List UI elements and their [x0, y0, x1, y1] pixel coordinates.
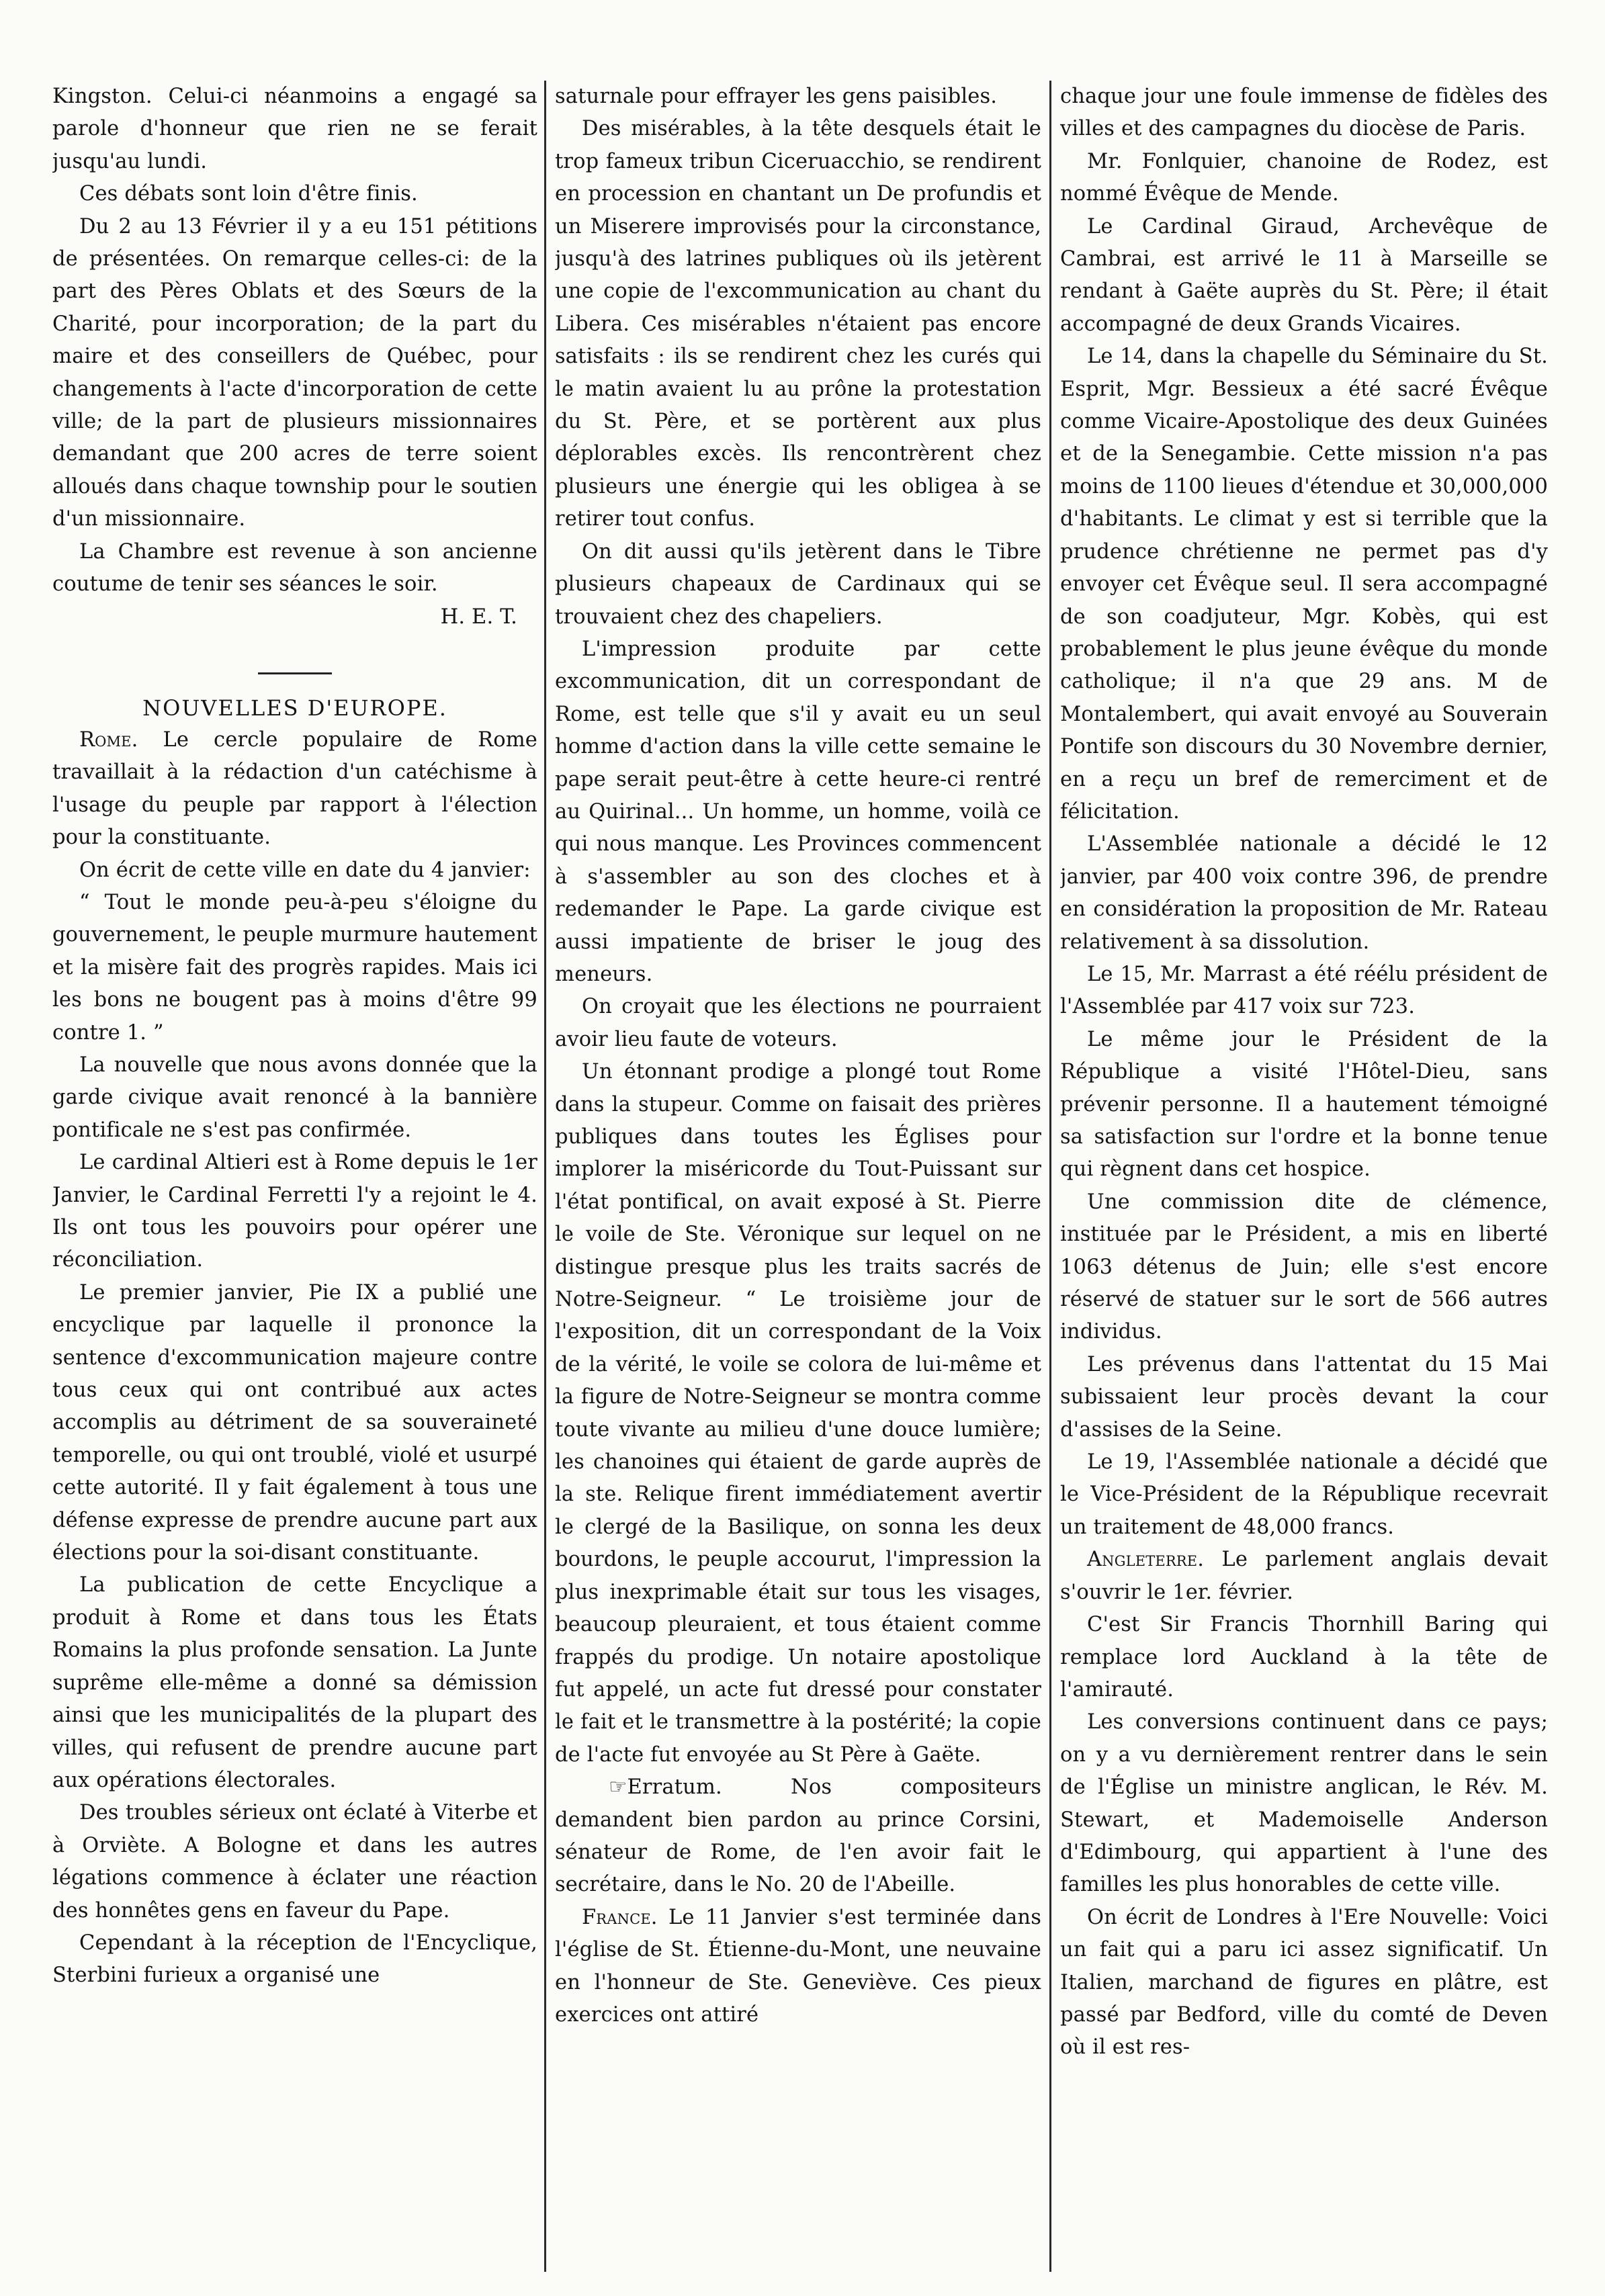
article-paragraph	[52, 1927, 537, 1992]
paragraph-text: Le premier janvier, Pie IX a publié une encyclique par laquelle il prononce la sentence d'excommunication majeure contre tous ceux qui ont contribué aux actes accomplis au détriment de sa souveraineté temporelle, ou qui ont troublé, violé et usurpé cette autorité. Il y fait également à tous une défense expresse de prendre aucune part aux élections pour la soi-disant constituante.	[52, 1280, 537, 1565]
paragraph-text: L'Assemblée nationale a décidé le 12 janvier, par 400 voix contre 396, de prendre en considération la proposition de Mr. Rateau relativement à sa dissolution.	[1060, 832, 1548, 954]
paragraph-text: Ces débats sont loin d'être finis.	[79, 182, 418, 206]
article-paragraph	[1060, 1446, 1548, 1544]
paragraph-text: On croyait que les élections ne pourraient avoir lieu faute de voteurs.	[555, 995, 1041, 1051]
article-paragraph	[1060, 341, 1548, 828]
paragraph-text: Un étonnant prodige a plongé tout Rome dans la stupeur. Comme on faisait des prières publiques dans toutes les Églises pour implorer la miséricorde du Tout-Puissant sur l'état pontifical, on avait exposé à St. Pierre le voile de Ste. Véronique sur lequel on ne distingue presque plus les traits sacrés de Notre-Seigneur. “ Le troisième jour de l'exposition, dit un correspondant de la Voix de la vérité, le voile se colora de lui-même et la figure de Notre-Seigneur se montra comme toute vivante au milieu d'une douce lumière; les chanoines qui étaient de garde auprès de la ste. Relique firent immédiatement avertir le clergé de la Basilique, on sonna les deux bourdons, le peuple accourut, l'impression la plus inexprimable était sur tous les visages, beaucoup pleuraient, et tous étaient comme frappés du prodige. Un notaire apostolique fut appelé, un acte fut dressé pour constater le fait et le transmettre à la postérité; la copie de l'acte fut envoyée au St Père à Gaëte.	[555, 1060, 1041, 1767]
dateline: Angleterre.	[1087, 1548, 1205, 1572]
paragraph-text: Erratum. Nos compositeurs demandent bien pardon au prince Corsini, sénateur de Rome, de l'en avoir fait le secrétaire, dans le No. 20 de l'Abeille.	[555, 1775, 1041, 1897]
paragraph-text: Cependant à la réception de l'Encyclique, Sterbini furieux a organisé une	[52, 1931, 537, 1988]
article-paragraph	[52, 1049, 537, 1147]
article-paragraph	[555, 991, 1041, 1056]
article-paragraph	[555, 81, 1041, 113]
paragraph-text: Des misérables, à la tête desquels était le trop fameux tribun Ciceruacchio, se rendirent en procession en chantant un De profundis et un Miserere improvisés pour la circonstance, jusqu'à des latrines publiques où ils jetèrent une copie de l'excommunication au chant du Libera. Ces misérables n'étaient pas encore satisfaits : ils se rendirent chez les curés qui le matin avaient lu au prône la protestation du St. Père, et se portèrent aux plus déplorables excès. Ils rencontrèrent chez plusieurs une énergie qui les obligea à se retirer tout confus.	[555, 117, 1041, 531]
paragraph-text: Kingston. Celui-ci néanmoins a engagé sa parole d'honneur que rien ne se ferait jusqu'au lundi.	[52, 85, 537, 173]
article-paragraph	[1060, 1609, 1548, 1706]
section-heading: NOUVELLES D'EUROPE.	[142, 695, 447, 721]
paragraph-text: On dit aussi qu'ils jetèrent dans le Tibre plusieurs chapeaux de Cardinaux qui se trouvaient chez des chapeliers.	[555, 539, 1041, 629]
article-paragraph	[1060, 1349, 1548, 1446]
paragraph-text: Le 15, Mr. Marrast a été réélu président de l'Assemblée par 417 voix sur 723.	[1060, 962, 1548, 1019]
article-paragraph	[1060, 1024, 1548, 1186]
dateline: Rome.	[79, 727, 138, 752]
paragraph-text: La Chambre est revenue à son ancienne coutume de tenir ses séances le soir.	[52, 539, 537, 597]
article-paragraph	[1060, 81, 1548, 146]
article-paragraph	[1060, 1544, 1548, 1609]
article-paragraph	[555, 113, 1041, 535]
article-paragraph	[52, 854, 537, 887]
paragraph-text: chaque jour une foule immense de fidèles des villes et des campagnes du diocèse de Paris.	[1060, 85, 1548, 141]
pointing-hand-icon: ☞	[609, 1775, 627, 1800]
article-paragraph	[52, 724, 537, 854]
paragraph-text: Du 2 au 13 Février il y a eu 151 pétitions de présentées. On remarque celles-ci: de la part des Pères Oblats et des Sœurs de la Charité, pour incorporation; de la part du maire et des conseillers de Québec, pour changements à l'acte d'incorporation de cette ville; de la part de plusieurs missionnaires demandant que 200 acres de terre soient alloués dans chaque township pour le soutien d'un missionnaire.	[52, 214, 537, 531]
article-paragraph	[52, 178, 537, 210]
article-paragraph	[52, 1569, 537, 1797]
article-paragraph	[52, 211, 537, 536]
paragraph-text: Une commission dite de clémence, instituée par le Président, a mis en liberté 1063 détenus de Juin; elle s'est encore réservé de statuer sur le sort de 566 autres individus.	[1060, 1190, 1548, 1344]
article-paragraph	[555, 1056, 1041, 1771]
paragraph-text: C'est Sir Francis Thornhill Baring qui remplace lord Auckland à la tête de l'amirauté.	[1060, 1613, 1548, 1702]
article-paragraph	[52, 536, 537, 601]
paragraph-text: Des troubles sérieux ont éclaté à Viterbe et à Orviète. A Bologne et dans les autres légations commence à éclater une réaction des honnêtes gens en faveur du Pape.	[52, 1801, 537, 1923]
paragraph-text: Le cardinal Altieri est à Rome depuis le 1er Janvier, le Cardinal Ferretti l'y a rejoint le 4. Ils ont tous les pouvoirs pour opérer une réconciliation.	[52, 1151, 537, 1272]
article-paragraph	[52, 81, 537, 178]
paragraph-text: Les prévenus dans l'attentat du 15 Mai subissaient leur procès devant la cour d'assises de la Seine.	[1060, 1352, 1548, 1442]
paragraph-text: La nouvelle que nous avons donnée que la garde civique avait renoncé à la bannière pontificale ne s'est pas confirmée.	[52, 1053, 537, 1142]
paragraph-text: On écrit de Londres à l'Ere Nouvelle: Voici un fait qui a paru ici assez significatif. Un Italien, marchand de figures en plâtre, est passé par Bedford, ville du comté de Deven où il est res-	[1060, 1905, 1548, 2060]
article-paragraph	[52, 887, 537, 1049]
paragraph-text: Le même jour le Président de la République a visité l'Hôtel-Dieu, sans prévenir personne. Il a hautement témoigné sa satisfaction sur l'ordre et la bonne tenue qui règnent dans cet hospice.	[1060, 1027, 1548, 1182]
paragraph-text: “ Tout le monde peu-à-peu s'éloigne du gouvernement, le peuple murmure hautement et la misère fait des progrès rapides. Mais ici les bons ne bougent pas à moins d'être 99 contre 1. ”	[52, 890, 537, 1045]
article-paragraph	[52, 1147, 537, 1277]
paragraph-text: saturnale pour effrayer les gens paisibles.	[555, 85, 998, 108]
column-2	[555, 81, 1041, 2287]
column-3	[1060, 81, 1548, 2287]
article-paragraph	[555, 536, 1041, 633]
article-paragraph	[555, 1771, 1041, 1902]
article-paragraph	[1060, 1186, 1548, 1349]
article-paragraph	[1060, 1902, 1548, 2064]
article-paragraph	[1060, 959, 1548, 1024]
dateline: France.	[582, 1905, 658, 1929]
article-paragraph	[1060, 828, 1548, 959]
article-paragraph	[1060, 211, 1548, 341]
paragraph-text: Le 14, dans la chapelle du Séminaire du St. Esprit, Mgr. Bessieux a été sacré Évêque comme Vicaire-Apostolique des deux Guinées et de la Senegambie. Cette mission n'a pas moins de 1100 lieues d'étendue et 30,000,000 d'habitants. Le climat y est si terrible que la prudence chrétienne ne permet pas d'y envoyer cet Évêque seul. Il sera accompagné de son coadjuteur, Mgr. Kobès, qui est probablement le plus jeune évêque du monde catholique; il n'a que 29 ans. M de Montalembert, qui avait envoyé au Souverain Pontife son discours du 30 Novembre dernier, en a reçu un bref de remerciment et de félicitation.	[1060, 345, 1548, 824]
column-rule-right	[1049, 81, 1051, 2272]
paragraph-text: Le cercle populaire de Rome travaillait à la rédaction d'un catéchisme à l'usage du peuple par rapport à l'élection pour la constituante.	[52, 727, 537, 850]
paragraph-text: Le parlement anglais devait s'ouvrir le 1er. février.	[1060, 1548, 1548, 1604]
paragraph-text: Les conversions continuent dans ce pays; on y a vu dernièrement rentrer dans le sein de l'Église un ministre anglican, le Rév. M. Stewart, et Mademoiselle Anderson d'Edimbourg, qui appartient à l'une des familles les plus honorables de cette ville.	[1060, 1710, 1548, 1897]
column-rule-left	[544, 81, 546, 2272]
paragraph-text: La publication de cette Encyclique a produit à Rome et dans tous les États Romains la plus profonde sensation. La Junte suprême elle-même a donné sa démission ainsi que les municipalités de la plupart des villes, qui refusent de prendre aucune part aux opérations électorales.	[52, 1573, 537, 1792]
paragraph-text: On écrit de cette ville en date du 4 janvier:	[79, 858, 531, 882]
paragraph-text: Le Cardinal Giraud, Archevêque de Cambrai, est arrivé le 11 à Marseille se rendant à Gaëte auprès du St. Père; il était accompagné de deux Grands Vicaires.	[1060, 214, 1548, 336]
paragraph-text: Mr. Fonlquier, chanoine de Rodez, est nommé Évêque de Mende.	[1060, 149, 1548, 206]
paragraph-text: Le 11 Janvier s'est terminée dans l'église de St. Étienne-du-Mont, une neuvaine en l'honneur de Ste. Geneviève. Ces pieux exercices ont attiré	[555, 1905, 1041, 2027]
column-1	[52, 81, 537, 2287]
article-paragraph	[555, 1902, 1041, 2032]
section-separator	[258, 672, 332, 674]
article-paragraph	[555, 633, 1041, 991]
paragraph-text: Le 19, l'Assemblée nationale a décidé que le Vice-Président de la République recevrait un traitement de 48,000 francs.	[1060, 1450, 1548, 1539]
article-paragraph	[52, 1277, 537, 1570]
article-paragraph	[52, 1797, 537, 1927]
article-paragraph	[1060, 146, 1548, 211]
signature: H. E. T.	[440, 605, 517, 629]
article-paragraph	[1060, 1706, 1548, 1901]
paragraph-text: L'impression produite par cette excommunication, dit un correspondant de Rome, est telle que s'il y avait eu un seul homme d'action dans la ville cette semaine le pape serait peut-être à cette heure-ci rentré au Quirinal... Un homme, un homme, voilà ce qui nous manque. Les Provinces commencent à s'assembler au son des cloches et à redemander le Pape. La garde civique est aussi impatiente de briser le joug des meneurs.	[555, 637, 1041, 986]
